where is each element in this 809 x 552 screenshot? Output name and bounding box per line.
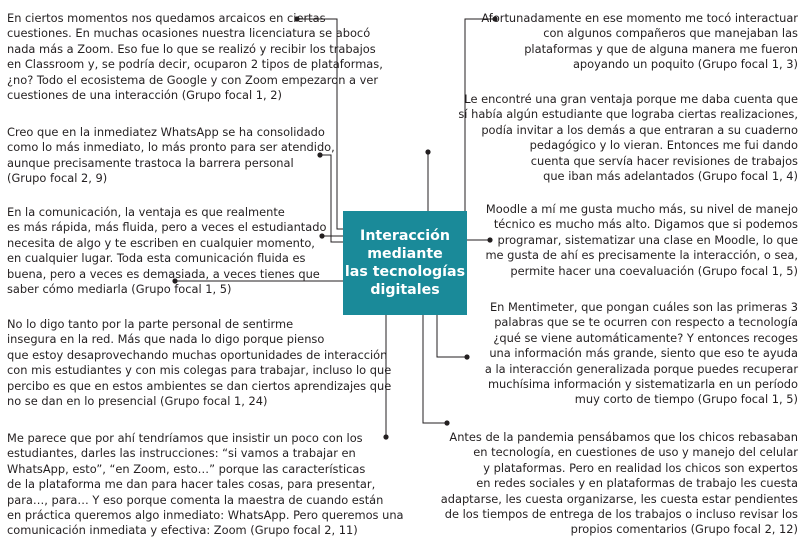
central-concept-box: Interacción mediante las tecnologías digitales: [343, 211, 467, 315]
connector-right-4: [437, 315, 467, 357]
quote-right-2: Le encontré una gran ventaja porque me daba cuenta que sí había algún estudiante que lograba ciertas realizaciones, podía invitar a los demás a que entraran a su cuaderno pedagógico y lo vieran. Entonces me fui dando cuenta que servía hacer revisiones de trabajos que iban más adelantados (Grupo focal 1, 4): [458, 92, 798, 184]
quote-right-1: Afortunadamente en ese momento me tocó interactuar con algunos compañeros que manejaban las plataformas y que de alguna manera me fueron apoyando un poquito (Grupo focal 1, 3): [481, 11, 798, 72]
quote-left-1: En ciertos momentos nos quedamos arcaicos en ciertas cuestiones. En muchas ocasiones nuestra licenciatura se abocó nada más a Zoom. Eso fue lo que se realizó y recibir los trabajos en Classroom y, se podría decir, ocuparon 2 tipos de plataformas, ¿no? Todo el ecosistema de Google y con Zoom empezaron a ver cuestiones de una interacción (Grupo focal 1, 2): [7, 11, 383, 103]
connector-dot: [425, 149, 430, 154]
quote-left-3: En la comunicación, la ventaja es que realmente es más rápida, más fluida, pero a veces el estudiantado necesita de algo y te escriben en cualquier momento, en cualquier lugar. Toda esta comunicación fluida es buena, pero a veces es demasiada, a veces tienes que saber cómo mediarla (Grupo focal 1, 5): [7, 205, 327, 297]
quote-right-4: En Mentimeter, que pongan cuáles son las primeras 3 palabras que se te ocurren con respecto a tecnología ¿qué se viene automáticamente? Y entonces recoges una información más grande, siento que eso te ayuda a la interacción generalizada porque puedes recuperar muchísima información y sistematizarla en un período muy corto de tiempo (Grupo focal 1, 5): [484, 300, 798, 407]
quote-left-2: Creo que en la inmediatez WhatsApp se ha consolidado como lo más inmediato, lo más pronto para ser atendido, aunque precisamente trastoca la barrera personal (Grupo focal 2, 9): [7, 125, 335, 186]
connector-right-5: [423, 315, 447, 423]
quote-right-5: Antes de la pandemia pensábamos que los chicos rebasaban en tecnología, en cuestiones de uso y manejo del celular y plataformas. Pero en realidad los chicos son expertos en redes sociales y en plataformas de trabajo les cuesta adaptarse, les cuesta organizarse, les cuesta estar pendientes de los tiempos de entrega de los trabajos o incluso revisar los propios comentarios (Grupo focal 2, 12): [440, 430, 798, 537]
quote-left-5: Me parece que por ahí tendríamos que insistir un poco con los estudiantes, darles las instrucciones: “si vamos a trabajar en WhatsApp, esto”, “en Zoom, esto…” porque las características de la plataforma me dan para hacer tales cosas, para presentar, para…, para… Y eso porque comenta la maestra de cuando están en práctica queremos algo inmediato: WhatsApp. Pero queremos una comunicación inmediata y efectiva: Zoom (Grupo focal 2, 11): [7, 431, 404, 538]
connector-dot: [444, 420, 449, 425]
quote-right-3: Moodle a mí me gusta mucho más, su nivel de manejo técnico es mucho más alto. Digamos que si podemos programar, sistematizar una clase en Moodle, lo que me gusta de ahí es precisamente la interacción, o sea, permite hacer una coevaluación (Grupo focal 1, 5): [485, 202, 798, 278]
quote-left-4: No lo digo tanto por la parte personal de sentirme insegura en la red. Más que nada lo digo porque pienso que estoy desaprovechando muchas oportunidades de interacción con mis estudiantes y con mis colegas para trabajar, incluso lo que percibo es que en estos ambientes se dan ciertos aprendizajes que no se dan en lo presencial (Grupo focal 1, 24): [7, 317, 392, 409]
connector-dot: [464, 354, 469, 359]
